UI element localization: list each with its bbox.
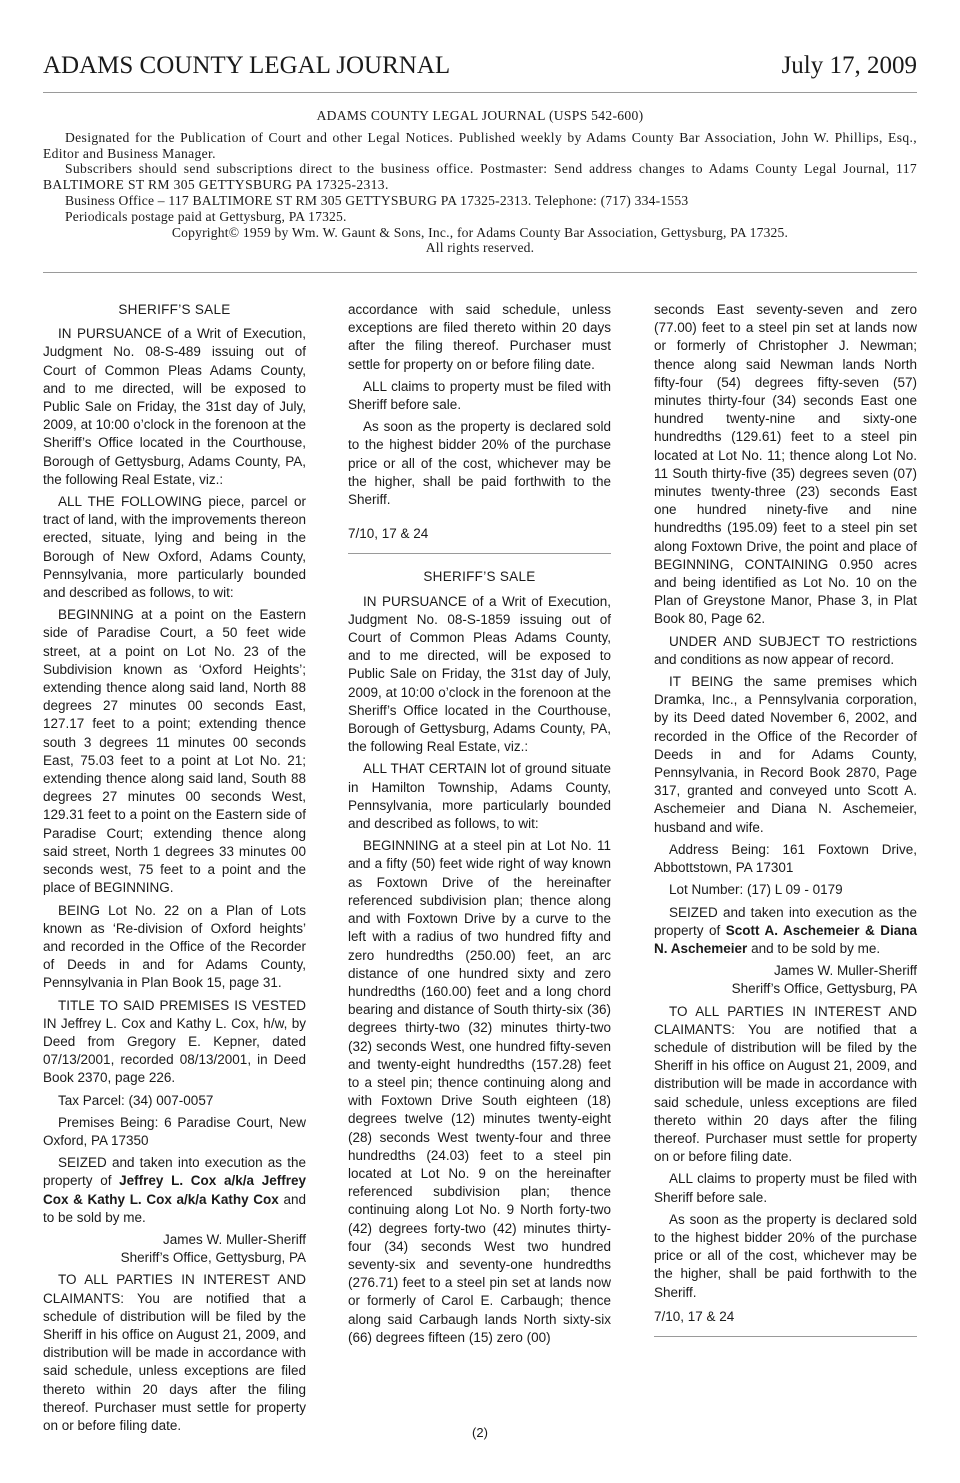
address-line: Address Being: 161 Foxtown Drive, Abbottstown, PA 17301 — [654, 841, 917, 876]
owner-names: Jeffrey L. Cox a/k/a Jeffrey Cox & Kathy L. Cox a/k/a Kathy Cox — [43, 1173, 306, 1207]
sold-paragraph: As soon as the property is declared sold to the highest bidder 20% of the purchase price or all of the cost, whichever may be the higher, shall be paid forthwith to the Sheriff. — [654, 1211, 917, 1300]
section-divider — [654, 1336, 917, 1337]
seized-text-end: and to be sold by me. — [43, 1191, 306, 1225]
masthead-title: ADAMS COUNTY LEGAL JOURNAL (USPS 542-600) — [316, 108, 644, 123]
lot-paragraph: BEING Lot No. 22 on a Plan of Lots known as ‘Re-division of Oxford heights’ and recorded in the Office of the Recorder of Deeds in and for Adams County, Pennsylvania in Plan Book 15, page 31. — [43, 902, 306, 991]
owner-names: Scott A. Aschemeier & Diana N. Aschemeier — [654, 922, 917, 956]
notice-continued-text: accordance with said schedule, unless exceptions are filed thereto within 20 days after the filing thereof. Purchaser must settle for property on or before filing date. — [348, 302, 611, 372]
restrictions-paragraph: UNDER AND SUBJECT TO restrictions and conditions as now appear of record. — [654, 633, 917, 667]
section-heading: SHERIFF’S SALE — [118, 302, 231, 317]
masthead-subscribers: Subscribers should send subscriptions direct to the business office. Postmaster: Send address changes to Adams County Legal Journal, 117 BALTIMORE ST RM 305 GETTYSBURG PA 17325-2313. — [43, 161, 917, 193]
column-1 — [43, 301, 306, 1439]
masthead-periodicals: Periodicals postage paid at Gettysburg, PA 17325. — [65, 208, 347, 224]
seized-text: SEIZED and taken into execution as the property of — [654, 904, 917, 938]
seized-text-end: and to be sold by me. — [751, 940, 881, 956]
boundary-paragraph: BEGINNING at a point on the Eastern side of Paradise Court, a 50 feet wide street, at a point on Lot No. 23 of the Subdivision known as ‘Oxford Heights’; extending thence along said land, North 88 degrees 27 minutes 00 seconds East, 127.17 feet to a point; extending thence south 3 degrees 11 minutes 00 seconds East, 75.03 feet to a point at Lot No. 21; extending thence along said land, South 88 degrees 27 minutes 00 seconds West, 129.31 feet to a point on the Eastern side of Paradise Court; extending thence along said street, North 1 degrees 33 minutes 00 seconds west, 75 feet to a point and the place of BEGINNING. — [43, 607, 306, 896]
issue-date: July 17, 2009 — [781, 52, 917, 79]
journal-title: ADAMS COUNTY LEGAL JOURNAL — [43, 52, 451, 79]
property-paragraph: ALL THAT CERTAIN lot of ground situate in Hamilton Township, Adams County, Pennsylvania, more particularly bounded and described as follows, to wit: — [348, 761, 611, 832]
title-paragraph: TITLE TO SAID PREMISES IS VESTED IN Jeffrey L. Cox and Kathy L. Cox, h/w, by Deed from Gregory E. Kepner, dated 07/13/2001, recorded 08/13/2001, in Deed Book 2370, page 226. — [43, 997, 306, 1086]
masthead-business-office: Business Office – 117 BALTIMORE ST RM 305 GETTYSBURG PA 17325-2313. Telephone: (717) 334-1553 — [65, 192, 689, 208]
sheriff-office: Sheriff’s Office, Gettysburg, PA — [731, 981, 917, 997]
lot-number: Lot Number: (17) L 09 - 0179 — [669, 882, 843, 898]
section-divider — [348, 553, 611, 554]
column-3 — [654, 301, 917, 1337]
masthead — [43, 108, 917, 256]
sheriff-office: Sheriff’s Office, Gettysburg, PA — [120, 1250, 306, 1266]
sold-paragraph: As soon as the property is declared sold to the highest bidder 20% of the purchase price or all of the cost, whichever may be the higher, shall be paid forthwith to the Sheriff. — [348, 419, 611, 508]
seized-text: SEIZED and taken into execution as the property of — [43, 1155, 306, 1189]
boundary-paragraph-part2: seconds East seventy-seven and zero (77.00) feet to a steel pin set at lands now or formerly of Christopher J. Newman; thence along said Newman lands North fifty-four (54) degrees fifty-seven (57) minutes thirty-four (34) seconds East one hundred twenty-nine and sixty-one hundredths (129.61) feet to a steel pin located at Lot No. 11; thence along Lot No. 11 South thirty-five (35) degrees seven (07) minutes twenty-three (23) seconds East one hundred ninety-five and nine hundredths (195.09) feet to a steel pin set along Foxtown Drive, the point and place of BEGINNING, CONTAINING 0.950 acres and being identified as Lot No. 10 on the Plan of Greystone Manor, Phase 3, in Plat Book 80, Page 62. — [654, 302, 917, 627]
writ-paragraph: IN PURSUANCE of a Writ of Execution, Judgment No. 08-S-1859 issuing out of Court of Common Pleas Adams County, and to me directed, will be exposed to Public Sale on Friday, the 31st day of July, 2009, at 10:00 o’clock in the forenoon at the Sheriff’s Office located in the Courthouse, Borough of Gettysburg, Adams County, PA, the following Real Estate, viz.: — [348, 593, 611, 755]
notice-paragraph: TO ALL PARTIES IN INTEREST AND CLAIMANTS: You are notified that a schedule of distribution will be filed by the Sheriff in his office on August 21, 2009, and distribution will be made in accordance with said schedule, unless exceptions are filed thereto within 20 days after the filing thereof. Purchaser must settle for property on or before filing date. — [654, 1003, 917, 1165]
writ-paragraph: IN PURSUANCE of a Writ of Execution, Judgment No. 08-S-489 issuing out of Court of Common Pleas Adams County, and to me directed, will be exposed to Public Sale on Friday, the 31st day of July, 2009, at 10:00 o’clock in the forenoon at the Sheriff’s Office located in the Courthouse, Borough of Gettysburg, Adams County, PA, the following Real Estate, viz.: — [43, 326, 306, 487]
masthead-rule — [43, 272, 917, 273]
masthead-copyright: Copyright© 1959 by Wm. W. Gaunt & Sons, Inc., for Adams County Bar Association, Gettysburg, PA 17325. — [171, 224, 789, 240]
claims-paragraph: ALL claims to property must be filed with Sheriff before sale. — [654, 1171, 917, 1205]
seized-paragraph — [654, 904, 917, 959]
notice-paragraph: TO ALL PARTIES IN INTEREST AND CLAIMANTS: You are notified that a schedule of distribution will be filed by the Sheriff in his office on August 21, 2009, and distribution will be made in accordance with said schedule, unless exceptions are filed thereto within 20 days after the filing thereof. Purchaser must settle for property on or before filing date. — [43, 1272, 306, 1433]
boundary-paragraph-part1: BEGINNING at a steel pin at Lot No. 11 and a fifty (50) feet wide right of way known as Foxtown Drive of the hereinafter referenced subdivision plan; thence along and with Foxtown Drive by a curve to the left with a radius of two hundred fifty and zero hundredths (250.00) feet, an arc distance of one hundred sixty and zero hundredths (160.00) feet and a long chord bearing and distance of South thirty-six (36) degrees thirty-two (32) minutes thirty-two (32) seconds West, one hundred fifty-seven and twenty-eight hundredths (157.28) feet to a steel pin; thence continuing along and with Foxtown Drive South eighteen (18) degrees twelve (12) minutes twenty-eight (28) seconds West twenty-four and three hundredths (24.03) feet to a steel pin located at Lot No. 9 on the hereinafter referenced subdivision plan; thence continuing along Lot No. 9 North forty-two (42) degrees forty-two (42) minutes thirty-four (34) seconds West two hundred seventy-six and seventy-one hundredths (276.71) feet to a steel pin set at lands now or formerly of Carol E. Carbaugh; thence along said Carbaugh lands North sixty-six (66) degrees fifteen (15) zero (00) — [348, 838, 611, 1345]
page-number: (2) — [472, 1425, 488, 1440]
property-paragraph: ALL THE FOLLOWING piece, parcel or tract of land, with the improvements thereon erected, situate, lying and being in the Borough of New Oxford, Adams County, Pennsylvania, more particularly bounded and described as follows, to wit: — [43, 494, 306, 601]
sheriff-name: James W. Muller-Sheriff — [162, 1231, 306, 1247]
header-rule — [43, 92, 917, 93]
claims-paragraph: ALL claims to property must be filed with Sheriff before sale. — [348, 378, 611, 413]
premises-address: Premises Being: 6 Paradise Court, New Oxford, PA 17350 — [43, 1114, 306, 1148]
tax-parcel: Tax Parcel: (34) 007-0057 — [58, 1092, 214, 1108]
deed-paragraph: IT BEING the same premises which Dramka, Inc., a Pennsylvania corporation, by its Deed dated November 6, 2002, and recorded in the Office of the Recorder of Deeds in and for Adams County, Pennsylvania, in Record Book 2870, Page 317, granted and conveyed unto Scott A. Aschemeier and Diana N. Aschemeier, husband and wife. — [654, 674, 917, 835]
masthead-designation: Designated for the Publication of Court and other Legal Notices. Published weekly by Adams County Bar Association, John W. Phillips, Esq., Editor and Business Manager. — [43, 129, 917, 161]
section-heading: SHERIFF’S SALE — [423, 569, 536, 585]
publication-dates: 7/10, 17 & 24 — [348, 526, 429, 542]
publication-dates: 7/10, 17 & 24 — [654, 1308, 735, 1324]
masthead-rights: All rights reserved. — [425, 240, 535, 256]
column-2 — [348, 301, 611, 1351]
sheriff-name: James W. Muller-Sheriff — [773, 963, 917, 979]
seized-paragraph — [43, 1154, 306, 1227]
page-header — [43, 52, 917, 86]
